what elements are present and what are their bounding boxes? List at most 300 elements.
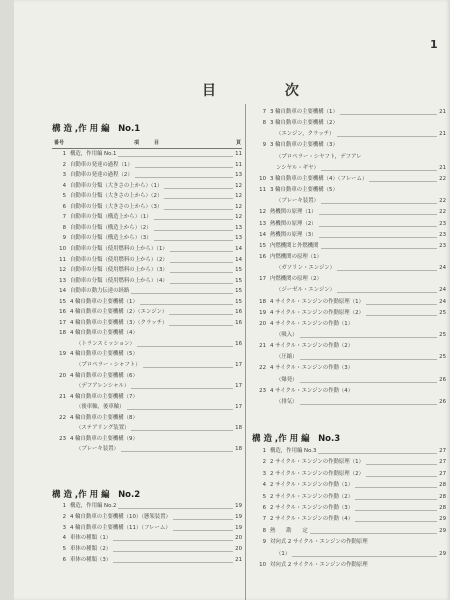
toc-entry-number: 17 <box>59 319 66 326</box>
toc-entry-text: 2 サイクル・エンジンの作動（2） <box>270 493 354 500</box>
column-header-item: 項 目 <box>134 140 160 146</box>
toc-entry <box>254 353 446 362</box>
toc-entry <box>254 309 446 318</box>
toc-entry-number: 17 <box>259 276 266 283</box>
toc-entry <box>254 331 446 340</box>
toc-entry-page: 21 <box>439 164 446 171</box>
toc-entry-number: 11 <box>259 187 266 194</box>
toc-entry-page: 15 <box>235 277 242 284</box>
toc-entry <box>54 203 242 212</box>
dot-leader <box>154 230 233 231</box>
toc-entry-page: 18 <box>235 446 242 453</box>
dot-leader <box>337 270 437 271</box>
toc-entry-number: 1 <box>62 151 66 157</box>
toc-entry-page: 13 <box>235 235 242 242</box>
dot-leader <box>337 292 437 293</box>
toc-entry-number: 8 <box>62 224 66 231</box>
toc-entry-number: 19 <box>59 351 66 358</box>
toc-entry <box>254 130 446 139</box>
toc-entry-page: 20 <box>235 535 242 542</box>
toc-entry-number: 9 <box>262 539 266 546</box>
dot-leader <box>127 409 233 410</box>
toc-entry <box>254 186 446 195</box>
toc-entry-text: 4 輪自動車の主要機構（4） <box>70 330 138 337</box>
toc-entry-page: 21 <box>439 109 446 115</box>
toc-entry <box>254 286 446 295</box>
toc-entry-number: 15 <box>259 242 266 249</box>
toc-entry-text: 自動車の動力伝達の経路 <box>70 288 130 295</box>
dot-leader <box>154 240 233 241</box>
toc-entry-text: 対向式 2 サイクル・エンジンの作動原理 <box>270 539 368 546</box>
toc-entry-text: 自動車の分類（使用燃料の上から）（3） <box>70 267 168 274</box>
toc-entry-number: 5 <box>62 193 66 200</box>
toc-entry-page: 23 <box>439 242 446 249</box>
toc-entry-page: 27 <box>439 459 446 466</box>
toc-entry-text: 3 輪自動車の主要機構（3） <box>270 142 338 149</box>
toc-entry-text: 2 サイクル・エンジンの作動原理（2） <box>270 470 364 477</box>
toc-entry-text: （トランスミッション） <box>76 340 135 347</box>
toc-entry-text: 2 サイクル・エンジンの作動原理（1） <box>270 459 364 466</box>
toc-entry-number: 10 <box>259 175 266 182</box>
toc-entry-text: 4 輪自動車の主要機構（1） <box>70 298 138 305</box>
toc-entry-text: 車体の種類（2） <box>70 546 112 553</box>
toc-entry-text: ンシヤル・ギヤ） <box>276 164 319 171</box>
toc-entry-text: 3 輪自動車の主要機構（4）（フレーム） <box>270 175 368 182</box>
dot-leader <box>137 346 233 347</box>
dot-leader <box>164 209 233 210</box>
toc-entry-page: 11 <box>235 161 242 168</box>
toc-entry-number: 20 <box>259 320 266 327</box>
toc-entry-text: 内燃機関の原理（2） <box>270 276 322 283</box>
toc-entry <box>54 513 242 522</box>
dot-leader <box>366 464 437 465</box>
dot-leader <box>321 170 437 171</box>
toc-entry-page: 12 <box>235 182 242 189</box>
toc-entry <box>254 153 446 162</box>
dot-leader <box>366 304 437 305</box>
toc-entry-text: （ブレーキ装置） <box>76 446 119 453</box>
dot-leader <box>300 404 437 405</box>
toc-entry <box>254 275 446 284</box>
toc-entry-page: 24 <box>439 265 446 272</box>
toc-entry-page: 20 <box>235 546 242 553</box>
toc-entry-number: 14 <box>259 231 266 238</box>
dot-leader <box>173 519 233 520</box>
toc-entry-text: 熱機関の原理（3） <box>270 231 317 238</box>
toc-entry-page: 17 <box>235 383 242 390</box>
dot-leader <box>300 359 437 360</box>
toc-entry <box>54 150 242 159</box>
page-number: 1 <box>430 38 438 51</box>
dot-leader <box>169 325 233 326</box>
toc-entry-text: 4 サイクル・エンジンの作動原理（1） <box>270 298 364 305</box>
dot-leader <box>170 251 233 252</box>
toc-entry-text: （プロペラー・シヤフト，デフアレ <box>276 153 362 160</box>
toc-entry-page: 11 <box>235 151 242 157</box>
toc-entry <box>54 256 242 265</box>
toc-entry-text: 2 サイクル・エンジンの作動（1） <box>270 482 354 489</box>
toc-entry-page: 28 <box>439 493 446 500</box>
toc-entry-number: 22 <box>259 365 266 372</box>
toc-entry <box>54 224 242 233</box>
toc-entry-page: 14 <box>235 245 242 252</box>
toc-entry <box>54 403 242 412</box>
dot-leader <box>170 272 233 273</box>
toc-entry <box>254 550 446 559</box>
toc-entry <box>54 382 242 391</box>
toc-entry <box>54 171 242 180</box>
dot-leader <box>140 304 233 305</box>
toc-entry-text: 内燃機関と外燃機関 <box>270 242 319 249</box>
toc-entry-text: 4 輪自動車の主要機構（3）（クラッチ） <box>70 319 168 326</box>
toc-entry-page: 29 <box>439 550 446 557</box>
toc-entry-text: 4 輪自動車の主要機構（9） <box>70 435 138 442</box>
column-header-number: 番号 <box>54 140 65 146</box>
toc-entry <box>254 164 446 173</box>
toc-entry-text: 4 輪自動車の主要機構（11）（フレーム） <box>70 524 171 531</box>
dot-leader <box>118 508 233 509</box>
toc-entry-text: （エンジン，クラッチ） <box>276 131 335 138</box>
toc-entry-text: 熱機関の原理（2） <box>270 220 317 227</box>
dot-leader <box>355 499 437 500</box>
dot-leader <box>121 451 233 452</box>
dot-leader <box>318 453 437 454</box>
toc-entry-number: 2 <box>62 513 66 520</box>
toc-entry <box>54 545 242 554</box>
dot-leader <box>355 487 437 488</box>
toc-entry <box>54 213 242 222</box>
toc-entry-text: 熱機関の原理（1） <box>270 209 317 216</box>
dot-leader <box>337 136 437 137</box>
dot-leader <box>131 430 233 431</box>
toc-entry <box>54 502 242 511</box>
toc-entry-page: 23 <box>439 220 446 227</box>
toc-entry-number: 21 <box>59 393 66 400</box>
toc-entry-text: （デフアレンシャル） <box>76 383 130 390</box>
toc-entry-page: 28 <box>439 482 446 489</box>
toc-entry-page: 22 <box>439 209 446 216</box>
dot-leader <box>173 530 233 531</box>
toc-entry <box>54 319 242 328</box>
toc-entry-number: 9 <box>262 142 266 149</box>
toc-entry-number: 19 <box>259 309 266 316</box>
toc-entry-page: 15 <box>235 267 242 274</box>
toc-entry-text: 自動車の分類（大きさの上から）（1） <box>70 182 163 189</box>
dot-leader <box>340 114 437 115</box>
toc-entry-number: 4 <box>62 535 66 542</box>
toc-entry-number: 2 <box>62 161 66 168</box>
toc-entry <box>54 445 242 454</box>
toc-entry <box>254 231 446 240</box>
dot-leader <box>143 367 233 368</box>
toc-entry <box>254 527 446 536</box>
toc-entry <box>254 197 446 206</box>
dot-leader <box>366 315 437 316</box>
toc-entry-number: 10 <box>59 245 66 252</box>
toc-entry <box>54 266 242 275</box>
toc-entry <box>254 447 446 456</box>
toc-entry-text: 車体の種類（1） <box>70 535 112 542</box>
toc-entry-text: 3 輪自動車の主要機構（1） <box>270 109 338 115</box>
toc-entry-text: 対向式 2 サイクル・エンジンの作動原理 <box>270 562 368 568</box>
toc-entry-text: 自動車の分類（大きさの上から）（3） <box>70 203 163 210</box>
toc-entry-number: 6 <box>62 203 66 210</box>
toc-entry-page: 26 <box>439 398 446 405</box>
dot-leader <box>321 203 437 204</box>
toc-entry <box>254 493 446 502</box>
toc-entry-text: 4 サイクル・エンジンの作動（3） <box>270 365 354 372</box>
toc-entry <box>54 161 242 170</box>
toc-entry-number: 23 <box>259 387 266 394</box>
toc-entry-page: 13 <box>235 172 242 179</box>
toc-entry-text: 4 輪自動車の主要機構（5） <box>70 351 138 358</box>
toc-entry-number: 15 <box>59 298 66 305</box>
toc-entry-text: （ブレーキ装置） <box>276 198 319 205</box>
toc-entry-number: 4 <box>262 482 266 489</box>
toc-entry-text: 4 輪自動車の主要機構（2）（エンジン） <box>70 309 168 316</box>
toc-entry <box>54 234 242 243</box>
dot-leader <box>319 214 437 215</box>
column-divider <box>245 104 246 600</box>
dot-leader <box>300 337 437 338</box>
toc-entry <box>54 524 242 533</box>
toc-entry <box>254 342 446 351</box>
toc-entry-page: 28 <box>439 505 446 511</box>
toc-entry-number: 5 <box>262 493 266 500</box>
toc-entry-text: 車体の種類（3） <box>70 557 112 563</box>
dot-leader <box>319 226 437 227</box>
toc-entry-number: 7 <box>262 516 266 523</box>
dot-leader <box>310 533 437 534</box>
toc-entry <box>254 220 446 229</box>
toc-entry-page: 13 <box>235 224 242 231</box>
toc-entry <box>54 556 242 565</box>
page-title: 目 次 <box>202 83 331 99</box>
dot-leader <box>113 562 233 563</box>
toc-entry-text: （吸入） <box>276 332 298 338</box>
toc-entry-text: （排気） <box>276 398 298 405</box>
toc-entry <box>254 320 446 329</box>
toc-entry <box>254 298 446 307</box>
toc-entry-page: 27 <box>439 470 446 477</box>
toc-entry <box>254 208 446 217</box>
toc-entry-page: 24 <box>439 287 446 294</box>
toc-entry-page: 29 <box>439 516 446 523</box>
toc-entry-text: 3 輪自動車の主要機構（2） <box>270 120 338 127</box>
toc-entry <box>54 361 242 370</box>
dot-leader <box>113 551 233 552</box>
toc-entry-page: 24 <box>439 298 446 305</box>
dot-leader <box>169 314 233 315</box>
toc-entry-page: 12 <box>235 193 242 200</box>
dot-leader <box>131 388 233 389</box>
toc-entry-page: 12 <box>235 214 242 221</box>
toc-entry-page: 12 <box>235 203 242 210</box>
toc-entry-number: 23 <box>59 435 66 442</box>
toc-entry <box>54 245 242 254</box>
toc-entry <box>254 470 446 479</box>
toc-entry-page: 19 <box>235 513 242 520</box>
dot-leader <box>292 556 437 557</box>
dot-leader <box>164 198 233 199</box>
toc-entry <box>54 192 242 201</box>
toc-entry-page: 17 <box>235 362 242 368</box>
toc-entry <box>254 538 446 547</box>
toc-entry-page: 17 <box>235 404 242 411</box>
toc-entry-number: 4 <box>62 182 66 189</box>
dot-leader <box>321 248 437 249</box>
toc-entry-text: 自動車の分類（使用燃料の上から）（1） <box>70 245 168 252</box>
toc-entry-text: 4 輪自動車の主要機構（8） <box>70 414 138 421</box>
toc-entry-number: 6 <box>62 557 66 563</box>
toc-entry-page: 19 <box>235 503 242 509</box>
toc-entry <box>54 308 242 317</box>
toc-entry-number: 1 <box>62 503 66 509</box>
dot-leader <box>135 167 233 168</box>
toc-entry <box>54 340 242 349</box>
toc-entry-text: 構造，作用編 No.2 <box>70 503 117 509</box>
toc-entry-text: （ガソリン・エンジン） <box>276 265 336 272</box>
toc-entry-text: 構造，作用編 No.3 <box>270 448 317 454</box>
toc-entry-number: 6 <box>262 505 266 511</box>
toc-entry <box>54 393 242 402</box>
toc-entry-number: 2 <box>262 459 266 466</box>
toc-entry <box>254 119 446 128</box>
toc-entry-number: 3 <box>62 524 66 531</box>
toc-entry-text: 自動車の分類（使用燃料の上から）（4） <box>70 277 168 284</box>
toc-entry <box>54 414 242 423</box>
dot-leader <box>135 177 233 178</box>
toc-entry-number: 5 <box>62 546 66 553</box>
toc-entry <box>54 534 242 543</box>
toc-entry-number: 22 <box>59 414 66 421</box>
toc-entry-number: 10 <box>259 562 266 568</box>
toc-entry-number: 16 <box>59 309 66 316</box>
toc-entry-text: 4 輪自動車の主要機構（10）（懸架装置） <box>70 513 171 520</box>
toc-entry-text: （ステアリング装置） <box>76 425 130 432</box>
section-heading-no1: 構 造 ,作 用 編 No.1 <box>52 124 141 134</box>
toc-entry-text: 自動車の分類（構造上から）（1） <box>70 214 152 221</box>
toc-entry-page: 26 <box>439 376 446 383</box>
toc-entry-page: 16 <box>235 340 242 347</box>
toc-entry-page: 25 <box>439 309 446 316</box>
toc-entry-text: 4 サイクル・エンジンの作動原理（2） <box>270 309 364 316</box>
toc-entry-page: 16 <box>235 309 242 316</box>
toc-entry-page: 23 <box>439 231 446 238</box>
toc-entry-page: 25 <box>439 332 446 338</box>
toc-entry-page: 21 <box>235 557 242 563</box>
toc-entry <box>54 424 242 433</box>
toc-entry-number: 7 <box>262 109 266 115</box>
column-header <box>54 139 241 147</box>
toc-entry-text: （圧縮） <box>276 354 298 361</box>
toc-entry-text: 自動車の発達の過程（1） <box>70 161 133 168</box>
toc-entry-text: （ジーゼル・エンジン） <box>276 287 335 294</box>
toc-entry <box>54 435 242 444</box>
toc-entry-page: 21 <box>439 131 446 138</box>
dot-leader <box>154 219 233 220</box>
dot-leader <box>355 510 437 511</box>
dot-leader <box>170 262 233 263</box>
toc-entry-number: 18 <box>59 330 66 337</box>
toc-entry-text: 3 輪自動車の主要機構（5） <box>270 187 338 194</box>
toc-entry-page: 15 <box>235 288 242 295</box>
toc-entry <box>254 458 446 467</box>
dot-leader <box>300 382 437 383</box>
toc-entry-text: （プロペラー・シャフト） <box>76 362 141 368</box>
toc-entry <box>254 481 446 490</box>
toc-entry <box>254 398 446 407</box>
toc-entry-number: 13 <box>59 277 66 284</box>
toc-entry-number: 12 <box>59 267 66 274</box>
toc-entry <box>54 277 242 286</box>
toc-entry <box>254 242 446 251</box>
toc-entry-text: 4 輪自動車の主要機構（7） <box>70 393 138 400</box>
dot-leader <box>319 237 437 238</box>
toc-entry-page: 22 <box>439 175 446 182</box>
toc-entry-text: 自動車の分類（構造上から）（2） <box>70 224 152 231</box>
toc-entry <box>254 376 446 385</box>
toc-entry <box>54 298 242 307</box>
dot-leader <box>113 540 233 541</box>
toc-entry-text: 自動車の分類（使用燃料の上から）（2） <box>70 256 168 263</box>
dot-leader <box>118 156 233 157</box>
toc-entry-page: 18 <box>235 425 242 432</box>
dot-leader <box>369 181 437 182</box>
toc-entry-page: 27 <box>439 448 446 454</box>
toc-entry <box>54 287 242 296</box>
toc-entry-number: 3 <box>262 470 266 477</box>
toc-entry-text: 構造，作用編 No.1 <box>70 151 117 157</box>
toc-entry <box>254 504 446 513</box>
toc-entry-number: 1 <box>262 448 266 454</box>
toc-entry-number: 8 <box>262 527 266 534</box>
toc-entry-text: 4 サイクル・エンジンの作動（2） <box>270 343 354 350</box>
book-page <box>14 0 450 600</box>
toc-entry-text: 自動車の分類（大きさの上から）（2） <box>70 193 163 200</box>
toc-entry-number: 8 <box>262 120 266 127</box>
toc-entry-page: 29 <box>439 527 446 534</box>
toc-entry-number: 20 <box>59 372 66 379</box>
toc-entry <box>254 175 446 184</box>
toc-entry <box>254 387 446 396</box>
toc-entry <box>254 561 446 570</box>
toc-entry-number: 18 <box>259 298 266 305</box>
toc-entry <box>254 264 446 273</box>
toc-entry <box>54 182 242 191</box>
toc-entry <box>54 329 242 338</box>
toc-entry <box>54 372 242 381</box>
toc-entry-text: 4 サイクル・エンジンの作動（1） <box>270 320 354 327</box>
toc-entry-number: 14 <box>59 288 66 295</box>
toc-entry-text: 4 輪自動車の主要機構（6） <box>70 372 138 379</box>
toc-entry <box>254 108 446 117</box>
toc-entry-text: 2 サイクル・エンジンの作動（3） <box>270 505 354 511</box>
toc-entry <box>254 515 446 524</box>
toc-entry-number: 3 <box>62 172 66 179</box>
toc-entry <box>254 253 446 262</box>
column-header-rule <box>52 148 242 149</box>
toc-entry-page: 22 <box>439 198 446 205</box>
toc-entry-text: （後車軸，後車輪） <box>76 404 125 411</box>
toc-entry-page: 15 <box>235 298 242 305</box>
toc-entry-text: 4 サイクル・エンジンの作動（4） <box>270 387 354 394</box>
toc-entry-text: 自動車の分類（構造上から）（3） <box>70 235 152 242</box>
toc-entry <box>54 350 242 359</box>
dot-leader <box>164 188 233 189</box>
toc-entry-text: 2 サイクル・エンジンの作動（4） <box>270 516 354 523</box>
dot-leader <box>131 293 233 294</box>
